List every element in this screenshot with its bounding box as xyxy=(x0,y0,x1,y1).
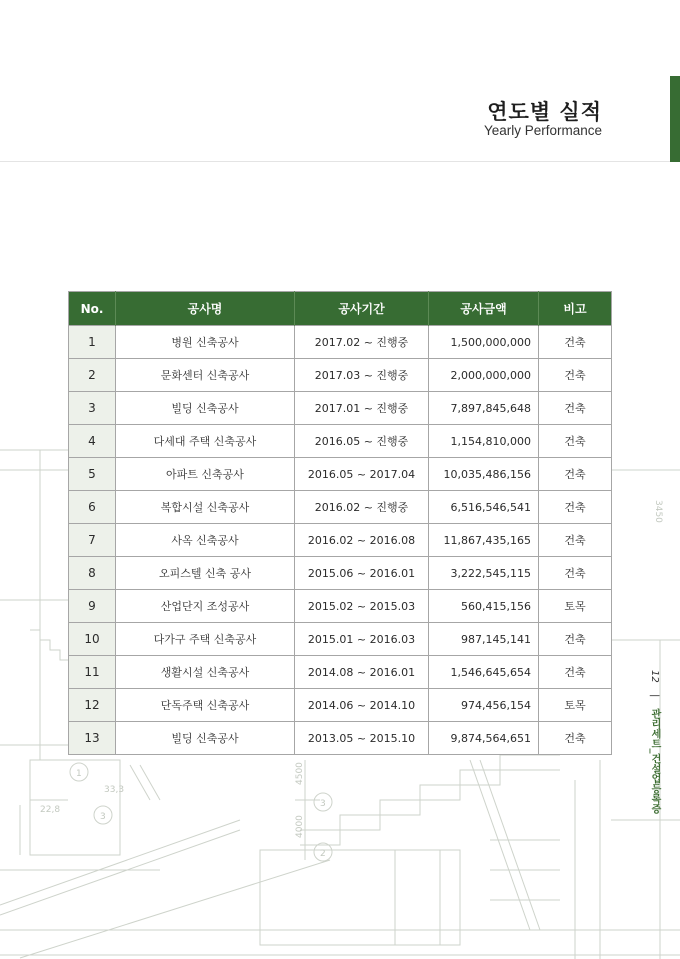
row-number-cell: 7 xyxy=(69,524,116,557)
project-amount-cell: 2,000,000,000 xyxy=(429,359,539,392)
table-header-cell: 공사명 xyxy=(116,292,295,326)
project-amount-cell: 1,500,000,000 xyxy=(429,326,539,359)
project-note-cell: 건축 xyxy=(539,656,612,689)
row-number-cell: 8 xyxy=(69,557,116,590)
table-row xyxy=(69,458,612,491)
side-footer xyxy=(646,670,662,813)
table-row xyxy=(69,491,612,524)
project-period-cell: 2014.08 ~ 2016.01 xyxy=(295,656,429,689)
project-amount-cell: 1,546,645,654 xyxy=(429,656,539,689)
blueprint-circle-label: 1 xyxy=(76,769,82,779)
row-number-cell: 11 xyxy=(69,656,116,689)
row-number-cell: 10 xyxy=(69,623,116,656)
project-period-cell: 2017.03 ~ 진행중 xyxy=(295,359,429,392)
project-note-cell: 토목 xyxy=(539,689,612,722)
performance-table xyxy=(68,291,612,755)
project-amount-cell: 6,516,546,541 xyxy=(429,491,539,524)
project-name-cell: 문화센터 신축공사 xyxy=(116,359,295,392)
project-period-cell: 2016.05 ~ 진행중 xyxy=(295,425,429,458)
project-amount-cell: 7,897,845,648 xyxy=(429,392,539,425)
blueprint-dim-label: 4000 xyxy=(295,815,305,838)
blueprint-dim-label: 33,3 xyxy=(104,785,125,795)
project-name-cell: 복합시설 신축공사 xyxy=(116,491,295,524)
project-name-cell: 빌딩 신축공사 xyxy=(116,392,295,425)
table-row xyxy=(69,524,612,557)
project-period-cell: 2016.02 ~ 진행중 xyxy=(295,491,429,524)
row-number-cell: 5 xyxy=(69,458,116,491)
row-number-cell: 4 xyxy=(69,425,116,458)
project-name-cell: 생활시설 신축공사 xyxy=(116,656,295,689)
project-name-cell: 병원 신축공사 xyxy=(116,326,295,359)
table-body xyxy=(69,326,612,755)
project-name-cell: 사옥 신축공사 xyxy=(116,524,295,557)
table-row xyxy=(69,722,612,755)
blueprint-circle-label: 3 xyxy=(100,812,106,822)
project-name-cell: 아파트 신축공사 xyxy=(116,458,295,491)
project-note-cell: 건축 xyxy=(539,425,612,458)
project-name-cell: 빌딩 신축공사 xyxy=(116,722,295,755)
project-note-cell: 건축 xyxy=(539,524,612,557)
project-period-cell: 2016.02 ~ 2016.08 xyxy=(295,524,429,557)
project-name-cell: 다세대 주택 신축공사 xyxy=(116,425,295,458)
blueprint-dim-label: 22,8 xyxy=(40,805,61,815)
project-period-cell: 2015.06 ~ 2016.01 xyxy=(295,557,429,590)
footer-separator: | xyxy=(649,693,660,698)
project-note-cell: 건축 xyxy=(539,557,612,590)
accent-bar xyxy=(670,76,680,162)
row-number-cell: 12 xyxy=(69,689,116,722)
project-note-cell: 건축 xyxy=(539,359,612,392)
page-title: 연도별 실적 xyxy=(487,100,602,124)
project-note-cell: 건축 xyxy=(539,392,612,425)
page-number: 12 xyxy=(649,670,660,683)
table-header-cell: 비고 xyxy=(539,292,612,326)
row-number-cell: 6 xyxy=(69,491,116,524)
table-row xyxy=(69,359,612,392)
blueprint-dim-label: 3450 xyxy=(653,500,663,523)
project-amount-cell: 1,154,810,000 xyxy=(429,425,539,458)
table-row xyxy=(69,590,612,623)
project-note-cell: 건축 xyxy=(539,623,612,656)
project-amount-cell: 10,035,486,156 xyxy=(429,458,539,491)
project-amount-cell: 3,222,545,115 xyxy=(429,557,539,590)
project-note-cell: 건축 xyxy=(539,326,612,359)
table-header-row xyxy=(69,292,612,326)
page-subtitle: Yearly Performance xyxy=(483,123,602,138)
table-header-cell: 공사금액 xyxy=(429,292,539,326)
project-period-cell: 2014.06 ~ 2014.10 xyxy=(295,689,429,722)
table-row xyxy=(69,623,612,656)
blueprint-circle-label: 3 xyxy=(320,799,326,809)
project-note-cell: 건축 xyxy=(539,458,612,491)
blueprint-dim-label: 4500 xyxy=(295,762,305,785)
project-period-cell: 2013.05 ~ 2015.10 xyxy=(295,722,429,755)
project-note-cell: 건축 xyxy=(539,722,612,755)
section-label: 관리세트_건설업등록증 xyxy=(649,708,660,814)
header-divider xyxy=(0,161,680,162)
table-header-cell: 공사기간 xyxy=(295,292,429,326)
project-period-cell: 2017.02 ~ 진행중 xyxy=(295,326,429,359)
project-note-cell: 건축 xyxy=(539,491,612,524)
project-amount-cell: 987,145,141 xyxy=(429,623,539,656)
row-number-cell: 1 xyxy=(69,326,116,359)
row-number-cell: 2 xyxy=(69,359,116,392)
row-number-cell: 3 xyxy=(69,392,116,425)
project-name-cell: 오피스텔 신축 공사 xyxy=(116,557,295,590)
row-number-cell: 13 xyxy=(69,722,116,755)
table-row xyxy=(69,392,612,425)
table-row xyxy=(69,656,612,689)
table-row xyxy=(69,689,612,722)
project-amount-cell: 560,415,156 xyxy=(429,590,539,623)
project-period-cell: 2015.01 ~ 2016.03 xyxy=(295,623,429,656)
table-row xyxy=(69,425,612,458)
project-name-cell: 다가구 주택 신축공사 xyxy=(116,623,295,656)
row-number-cell: 9 xyxy=(69,590,116,623)
project-name-cell: 산업단지 조성공사 xyxy=(116,590,295,623)
blueprint-circle-label: 2 xyxy=(320,849,326,859)
project-note-cell: 토목 xyxy=(539,590,612,623)
table-header-cell: No. xyxy=(69,292,116,326)
project-amount-cell: 9,874,564,651 xyxy=(429,722,539,755)
table-row xyxy=(69,326,612,359)
project-amount-cell: 974,456,154 xyxy=(429,689,539,722)
project-amount-cell: 11,867,435,165 xyxy=(429,524,539,557)
project-period-cell: 2016.05 ~ 2017.04 xyxy=(295,458,429,491)
project-name-cell: 단독주택 신축공사 xyxy=(116,689,295,722)
table-row xyxy=(69,557,612,590)
project-period-cell: 2015.02 ~ 2015.03 xyxy=(295,590,429,623)
project-period-cell: 2017.01 ~ 진행중 xyxy=(295,392,429,425)
